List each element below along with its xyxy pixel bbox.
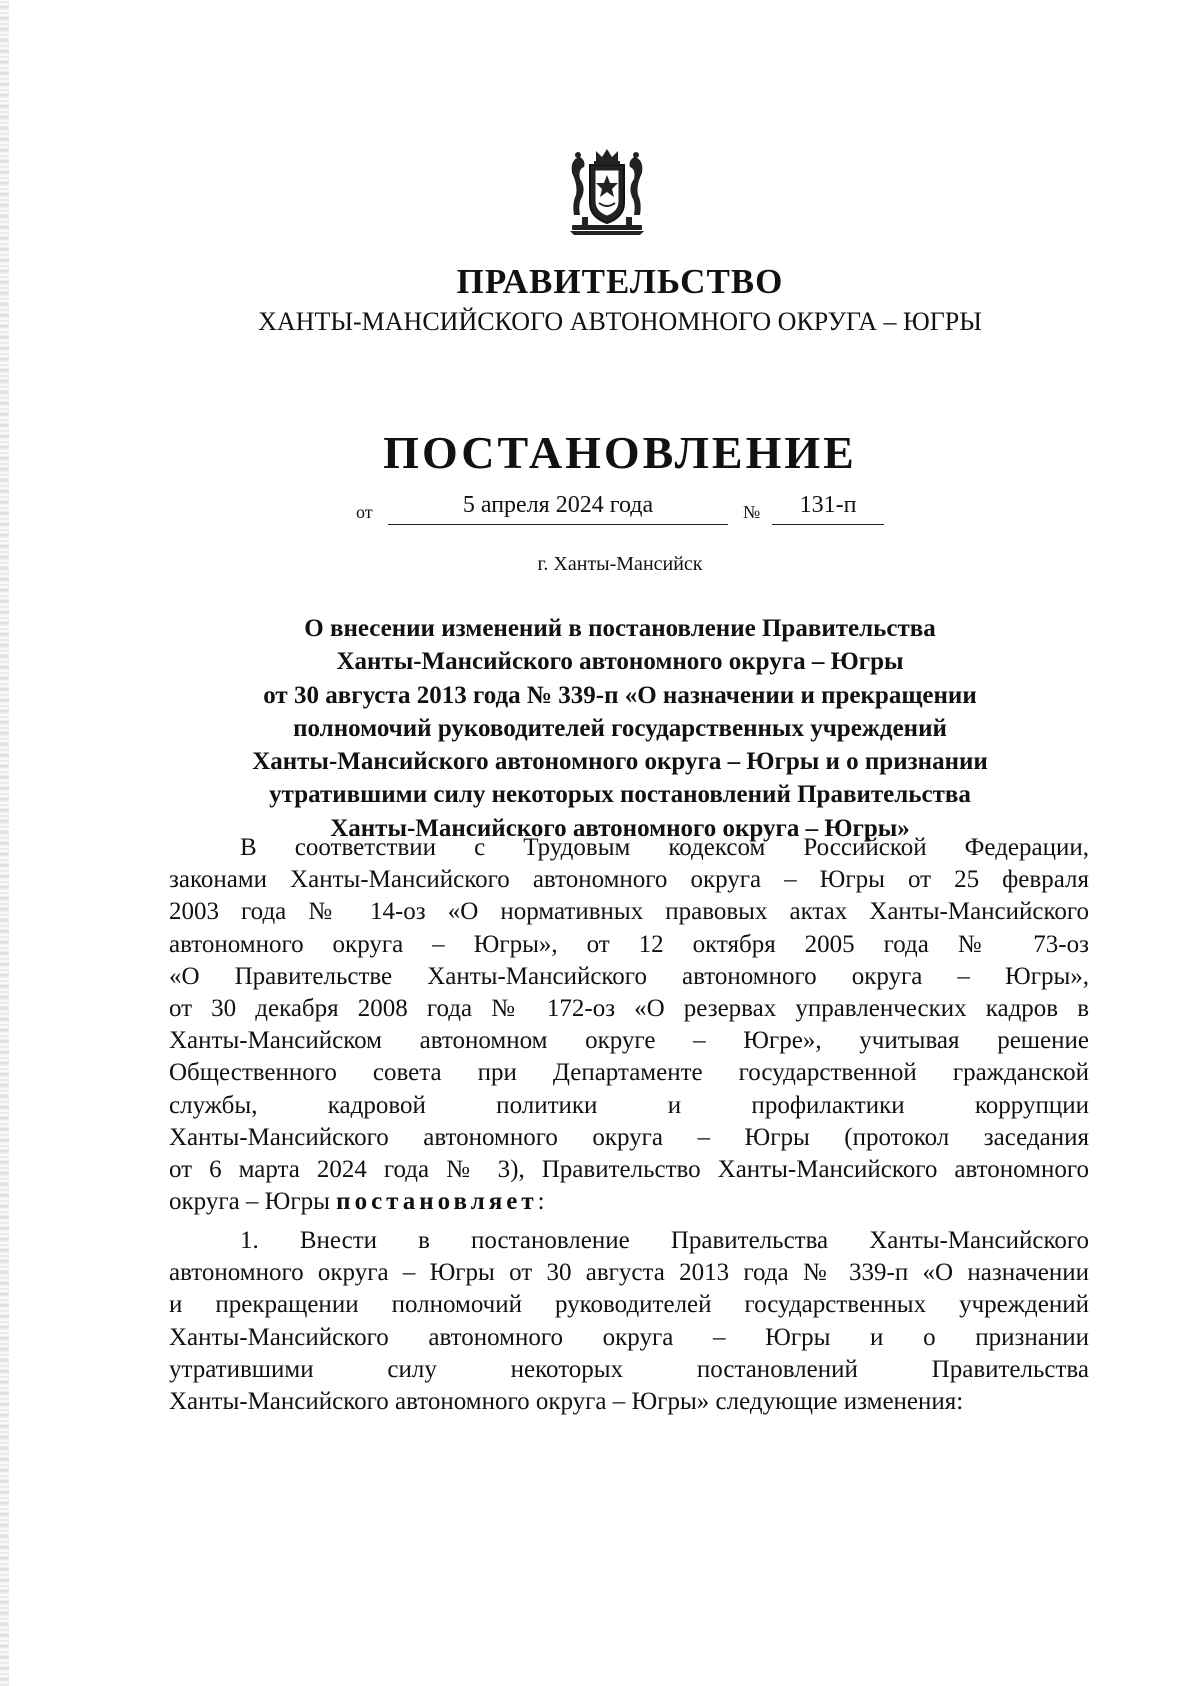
paragraph-line: Общественного совета при Департаменте государственной гражданской (169, 1059, 1089, 1087)
subject-line: Ханты-Мансийского автономного округа – Югры и о признании (252, 748, 988, 776)
number-label: № (743, 502, 761, 522)
document-date: 5 апреля 2024 года (462, 492, 654, 518)
preamble-paragraph (169, 832, 1089, 1218)
paragraph-last-line (169, 1186, 1089, 1218)
coat-of-arms-icon (566, 145, 648, 237)
resolution-keyword: постановляет (336, 1188, 538, 1216)
subject-line: Ханты-Мансийского автономного округа – Югры (336, 648, 904, 676)
number-underline (772, 524, 884, 525)
paragraph-line: Ханты-Мансийского автономного округа – Югры и о признании (169, 1323, 1089, 1351)
government-title: ПРАВИТЕЛЬСТВО (456, 262, 784, 301)
region-title: ХАНТЫ-МАНСИЙСКОГО АВТОНОМНОГО ОКРУГА – ЮГРЫ (258, 307, 982, 336)
paragraph-line: В соответствии с Трудовым кодексом Российской Федерации, (240, 834, 1089, 861)
paragraph-line: законами Ханты-Мансийского автономного округа – Югры от 25 февраля (169, 866, 1089, 894)
paragraph-line: автономного округа – Югры от 30 августа 2013 года № 339-п «О назначении (169, 1259, 1089, 1287)
date-underline (388, 524, 728, 525)
subject-line: утратившими силу некоторых постановлений Правительства (269, 781, 971, 809)
document-type: ПОСТАНОВЛЕНИЕ (383, 427, 857, 478)
paragraph-line: автономного округа – Югры», от 12 октября 2005 года № 73-оз (169, 930, 1089, 958)
paragraph-line: и прекращении полномочий руководителей государственных учреждений (169, 1291, 1089, 1319)
subject-line: от 30 августа 2013 года № 339-п «О назначении и прекращении (263, 681, 977, 709)
paragraph-line: утратившими силу некоторых постановлений Правительства (169, 1355, 1089, 1383)
paragraph-line: Ханты-Мансийском автономном округе – Югре», учитывая решение (169, 1027, 1089, 1055)
subject-line: О внесении изменений в постановление Правительства (304, 615, 936, 642)
subject-line: Ханты-Мансийского автономного округа – Югры» (330, 814, 910, 842)
scan-edge (0, 0, 9, 1686)
date-number-row (340, 490, 900, 530)
subject-line: полномочий руководителей государственных учреждений (293, 714, 947, 742)
document-number: 131-п (799, 492, 857, 518)
paragraph-line: 1. Внести в постановление Правительства Ханты-Мансийского (240, 1227, 1089, 1254)
last-line-prefix: округа – Югры (169, 1188, 337, 1216)
last-line-suffix: : (537, 1188, 545, 1216)
item-1-paragraph (169, 1225, 1089, 1418)
paragraph-line: 2003 года № 14-оз «О нормативных правовых актах Ханты-Мансийского (169, 898, 1089, 926)
city: г. Ханты-Мансийск (537, 553, 703, 575)
paragraph-line: Ханты-Мансийского автономного округа – Югры (протокол заседания (169, 1123, 1089, 1151)
paragraph-line: службы, кадровой политики и профилактики коррупции (169, 1091, 1089, 1119)
paragraph-line: от 6 марта 2024 года № 3), Правительство Ханты-Мансийского автономного (169, 1156, 1089, 1184)
paragraph-line: «О Правительстве Ханты-Мансийского автономного округа – Югры», (169, 962, 1089, 990)
from-label: от (356, 502, 373, 522)
document-subject (170, 612, 1070, 845)
paragraph-line: от 30 декабря 2008 года № 172-оз «О резервах управленческих кадров в (169, 995, 1089, 1023)
paragraph-line: Ханты-Мансийского автономного округа – Югры» следующие изменения: (169, 1388, 964, 1416)
